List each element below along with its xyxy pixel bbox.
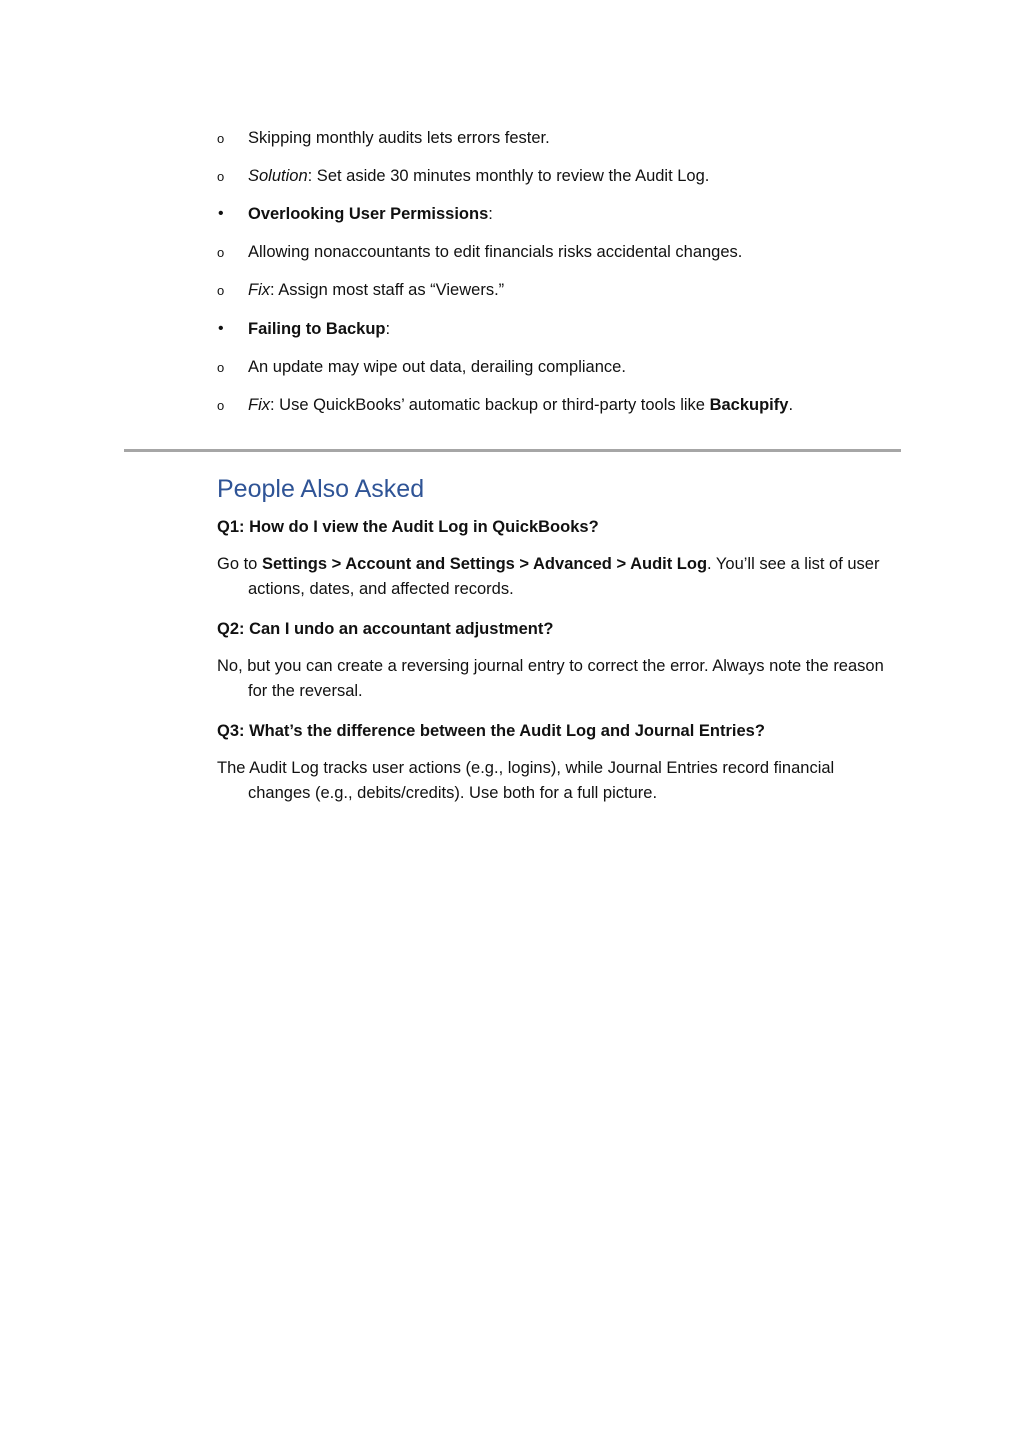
faq-answer: The Audit Log tracks user actions (e.g., logins), while Journal Entries record financial changes (e.g., debits/credits). Use both for a full picture. [217,759,835,802]
item-label: Solution [248,167,308,185]
item-label: Overlooking User Permissions [248,205,489,223]
faq-answer: No, but you can create a reversing journal entry to correct the error. Always note the reason for the reversal. [217,657,884,700]
list-item-text: Allowing nonaccountants to edit financials risks accidental changes. [248,243,743,261]
sub-bullet-marker: o [217,131,225,146]
sub-bullet-marker: o [217,398,225,413]
list-item-text: Solution: Set aside 30 minutes monthly to review the Audit Log. [248,167,710,185]
bullet-marker: • [218,205,224,222]
section-divider [124,449,901,452]
faq-question: Q3: What’s the difference between the Audit Log and Journal Entries? [217,722,765,740]
faq-question: Q1: How do I view the Audit Log in QuickBooks? [217,518,599,536]
faq-answer: Go to Settings > Account and Settings > Advanced > Audit Log. You’ll see a list of user actions, dates, and affected records. [217,555,880,598]
bullet-marker: • [218,320,224,337]
list-item-text: Fix: Assign most staff as “Viewers.” [248,281,505,299]
list-item-text: Fix: Use QuickBooks’ automatic backup or third-party tools like Backupify. [248,396,794,414]
list-item-text: Failing to Backup: [248,320,391,338]
list-item-text: An update may wipe out data, derailing compliance. [248,358,626,376]
item-label: Fix [248,396,270,414]
item-label: Fix [248,281,270,299]
sub-bullet-marker: o [217,169,225,184]
list-item-text: Skipping monthly audits lets errors fester. [248,129,550,147]
sub-bullet-marker: o [217,283,225,298]
faq-question: Q2: Can I undo an accountant adjustment? [217,620,554,638]
sub-bullet-marker: o [217,245,225,260]
settings-path: Settings > Account and Settings > Advanced > Audit Log [261,555,708,573]
product-name: Backupify [709,396,789,414]
sub-bullet-marker: o [217,360,225,375]
faq-heading: People Also Asked [217,475,425,503]
list-item-text: Overlooking User Permissions: [248,205,493,223]
item-label: Failing to Backup [248,320,386,338]
